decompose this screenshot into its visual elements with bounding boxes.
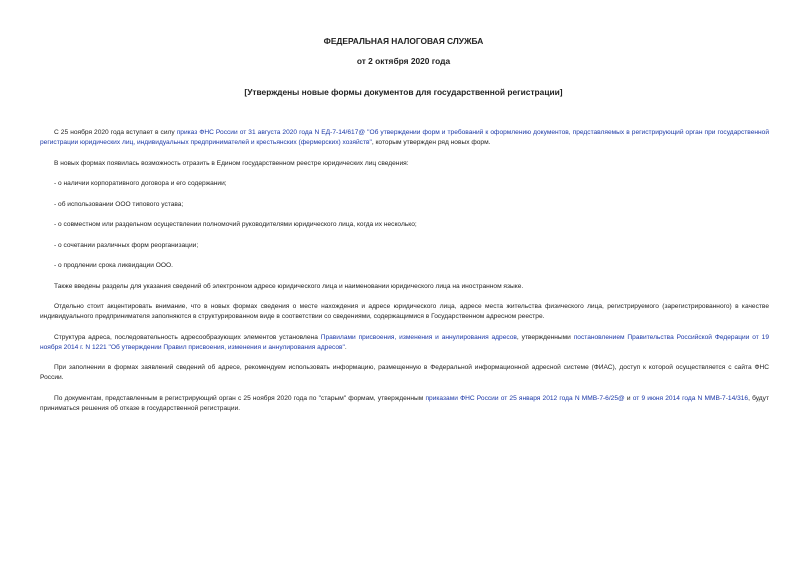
government-decree-link[interactable]: постановлением Правительства Российской Федерации от 19 ноября 2014 г. N 1221 "Об утверждении Правил присвоения, изменения и аннулирования адресов" [40, 333, 769, 351]
list-item: - о сочетании различных форм реорганизации; [54, 241, 199, 249]
order-link-ed-7-14-617[interactable]: приказ ФНС России от 31 августа 2020 года N ЕД-7-14/617@ "Об утверждении форм и требований к оформлению документов, представляемых в регистрирующий орган при государственной регистрации юридических лиц, индивидуальных предпринимателей и крестьянских (фермерских) хозяйств" [40, 129, 769, 146]
order-link-mmv-7-6-25[interactable]: приказами ФНС России от 25 января 2012 года N ММВ-7-6/25@ [425, 394, 625, 402]
paragraph-3: Также введены разделы для указания сведений об электронном адресе юридического лица и наименовании юридического лица на иностранном языке. [54, 282, 524, 290]
paragraph-4: Отдельно стоит акцентировать внимание, что в новых формах сведения о месте нахождения и адресе юридического лица, адресе места жительства физического лица, регистрируемого (зарегистрированного) в качестве индивидуального предпринимателя заполняются в структурированном виде в соответствии со сведениями, содержащимися в Государственном адресном реестре. [40, 303, 769, 320]
paragraph-5 [40, 333, 769, 353]
document-body [40, 128, 769, 424]
paragraph-1-text-a: С 25 ноября 2020 года вступает в силу [54, 129, 177, 136]
paragraph-7-text-b: и [624, 394, 633, 402]
order-link-mmv-7-14-316[interactable]: от 9 июня 2014 года N ММВ-7-14/316 [632, 394, 749, 402]
list-item: - о продлении срока ликвидации ООО. [54, 262, 173, 269]
paragraph-5-text-b: , утвержденными [516, 333, 574, 341]
paragraph-5-text-c: . [344, 343, 347, 351]
document-subtitle: [Утверждены новые формы документов для государственной регистрации] [244, 87, 563, 97]
paragraph-7-text-a: По документам, представленным в регистрирующий орган с 25 ноября 2020 года по "старым" формам, утвержденным [54, 394, 426, 402]
list-item: - о совместном или раздельном осуществлении полномочий руководителями юридического лица, когда их несколько; [54, 221, 417, 228]
paragraph-1 [40, 128, 769, 148]
list-item: - о наличии корпоративного договора и его содержании; [54, 180, 227, 187]
list-item: - об использовании ООО типового устава; [54, 200, 184, 208]
agency-title: ФЕДЕРАЛЬНАЯ НАЛОГОВАЯ СЛУЖБА [323, 36, 484, 46]
address-rules-link[interactable]: Правилами присвоения, изменения и аннулирования адресов [320, 333, 517, 341]
paragraph-5-text-a: Структура адреса, последовательность адресообразующих элементов установлена [54, 333, 321, 341]
paragraph-6: При заполнении в формах заявлений сведений об адресе, рекомендуем использовать информацию, размещенную в Федеральной информационной адресной системе (ФИАС), доступ к которой осуществляется с сайта ФНС России. [40, 364, 769, 381]
document-date: от 2 октября 2020 года [356, 56, 451, 66]
paragraph-7-text-c: , будут приниматься решения об отказе в государственной регистрации. [40, 394, 769, 412]
paragraph-1-text-b: , которым утвержден ряд новых форм. [371, 139, 491, 146]
paragraph-7 [40, 394, 769, 414]
paragraph-2: В новых формах появилась возможность отразить в Едином государственном реестре юридических лиц сведения: [54, 159, 409, 167]
